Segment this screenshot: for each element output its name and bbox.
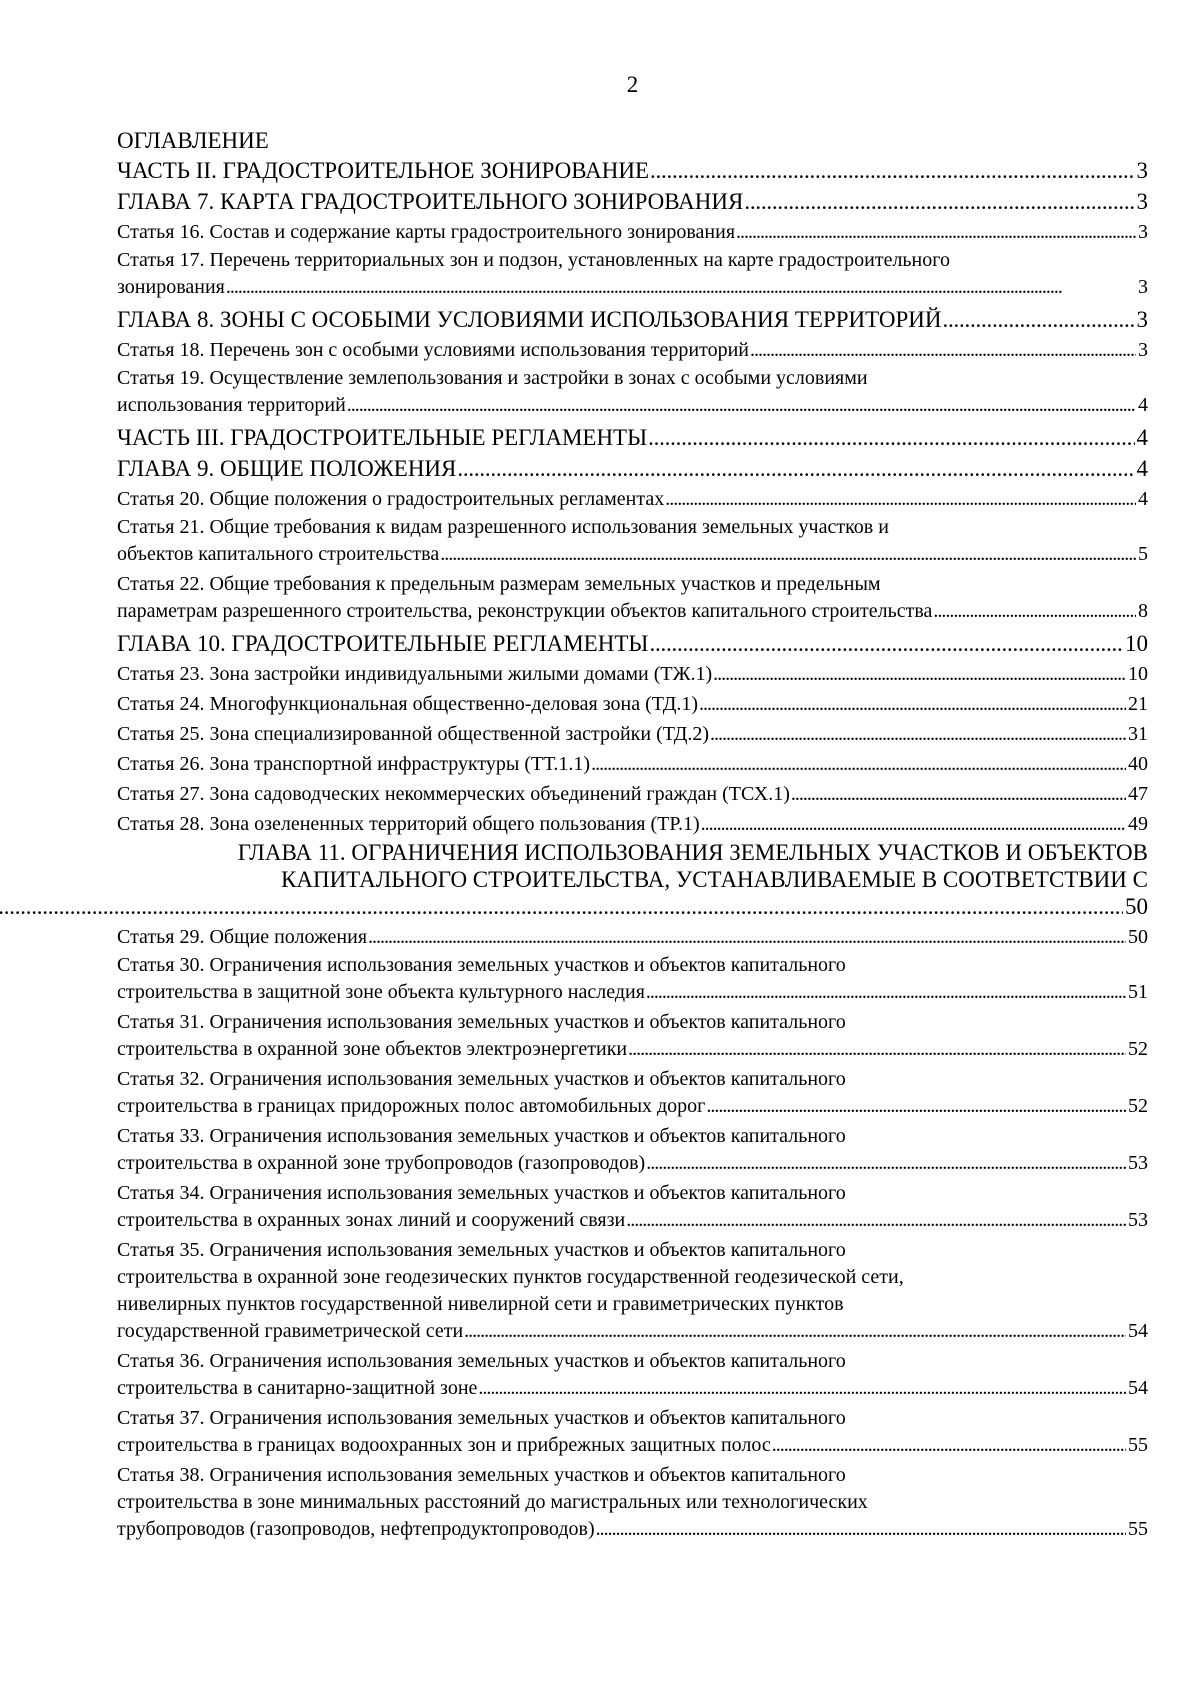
dot-leader [440, 541, 1136, 568]
toc-entry-page: 47 [1128, 782, 1148, 805]
toc-entry-title: Статья 29. Общие положения [117, 925, 368, 948]
dot-leader [699, 691, 1126, 718]
toc-entry[interactable] [117, 365, 1148, 419]
toc-entry-title-line: Статья 32. Ограничения использования земельных участков и объектов капитального [117, 1068, 846, 1090]
toc-entry[interactable] [117, 719, 1148, 749]
toc-entry-title: Статья 26. Зона транспортной инфраструктуры (ТТ.1.1) [117, 752, 591, 775]
toc-entry-title-line: Статья 19. Осуществление землепользования и застройки в зонах с особыми условиями [117, 367, 868, 389]
toc-entry-title-line: Статья 34. Ограничения использования земельных участков и объектов капитального [117, 1182, 846, 1204]
dot-leader [596, 1516, 1126, 1543]
toc-entry-page: 8 [1138, 600, 1148, 622]
toc-entry[interactable] [117, 922, 1148, 952]
dot-leader [347, 392, 1136, 419]
dot-leader [791, 781, 1126, 808]
toc-entry[interactable] [117, 514, 1148, 568]
toc-entry[interactable] [117, 453, 1148, 484]
dot-leader [626, 1207, 1126, 1234]
toc-entry[interactable] [117, 217, 1148, 247]
toc-entry[interactable] [117, 304, 1148, 335]
toc-entry-title-line: Статья 38. Ограничения использования земельных участков и объектов капитального [117, 1464, 846, 1486]
toc-entry-title: строительства в границах придорожных полос автомобильных дорог [117, 1095, 706, 1117]
dot-leader [649, 631, 1123, 657]
toc-entry[interactable] [117, 484, 1148, 514]
toc-entry-title-line: КАПИТАЛЬНОГО СТРОИТЕЛЬСТВА, УСТАНАВЛИВАЕМЫЕ В СООТВЕТСТВИИ С [281, 867, 1148, 892]
toc-entry-page: 3 [1136, 157, 1148, 183]
toc-entry-title: зонирования [117, 276, 225, 298]
toc-entry[interactable] [117, 749, 1148, 779]
toc-entry-title-line: Статья 31. Ограничения использования земельных участков и объектов капитального [117, 1011, 846, 1033]
toc-entry-title: Статья 20. Общие положения о градостроительных регламентах [117, 487, 665, 510]
dot-leader [648, 425, 1134, 451]
dot-leader [226, 274, 1136, 301]
toc-entry-title: ГЛАВА 7. КАРТА ГРАДОСТРОИТЕЛЬНОГО ЗОНИРОВАНИЯ [117, 188, 744, 214]
toc-entry[interactable] [117, 628, 1148, 659]
toc-entry[interactable] [117, 952, 1148, 1006]
toc-entry-title: использования территорий [117, 394, 346, 416]
toc-entry-title: Статья 25. Зона специализированной общественной застройки (ТД.2) [117, 722, 710, 745]
toc-entry-title: строительства в границах водоохранных зон и прибрежных защитных полос [117, 1434, 771, 1456]
toc-entry-page: 3 [1136, 188, 1148, 214]
toc-entry-page: 4 [1138, 394, 1148, 416]
toc-entry-title-line: Статья 17. Перечень территориальных зон и подзон, установленных на карте градостроительного [117, 249, 950, 271]
dot-leader [750, 337, 1136, 364]
toc-entry-page: 50 [1125, 894, 1148, 919]
toc-entry-title: объектов капитального строительства [117, 543, 440, 565]
toc-entry-page: 21 [1128, 692, 1148, 715]
toc-entry[interactable] [117, 422, 1148, 453]
toc-entry[interactable] [117, 689, 1148, 719]
dot-leader [701, 811, 1126, 838]
toc-entry-page: 55 [1128, 1434, 1148, 1456]
toc-entry[interactable] [117, 1009, 1148, 1063]
toc-entry-page: 54 [1128, 1377, 1148, 1399]
toc-entry-title: строительства в охранных зонах линий и сооружений связи [117, 1209, 626, 1231]
toc-entry-title: строительства в охранной зоне объектов электроэнергетики [117, 1038, 628, 1060]
toc-entry-page: 54 [1128, 1320, 1148, 1342]
dot-leader [650, 158, 1134, 184]
toc-entry-title-line: Статья 37. Ограничения использования земельных участков и объектов капитального [117, 1407, 846, 1429]
toc-entry-title: ГЛАВА 8. ЗОНЫ С ОСОБЫМИ УСЛОВИЯМИ ИСПОЛЬЗОВАНИЯ ТЕРРИТОРИЙ [117, 306, 942, 332]
toc-entry-page: 51 [1128, 981, 1148, 1003]
dot-leader [464, 1318, 1126, 1345]
toc-entry[interactable] [117, 1066, 1148, 1120]
toc-entry-page: 53 [1128, 1152, 1148, 1174]
toc-entry-page: 40 [1128, 752, 1148, 775]
toc-entry-page: 4 [1136, 455, 1148, 481]
dot-leader [736, 219, 1136, 246]
toc-entry-title: ГЛАВА 10. ГРАДОСТРОИТЕЛЬНЫЕ РЕГЛАМЕНТЫ [117, 630, 649, 656]
toc-entry-page: 3 [1138, 276, 1148, 298]
toc-entry-title: ЧАСТЬ III. ГРАДОСТРОИТЕЛЬНЫЕ РЕГЛАМЕНТЫ [117, 424, 648, 450]
toc-entry[interactable] [117, 839, 1148, 920]
toc-entry[interactable] [117, 779, 1148, 809]
toc-entry-title: Статья 23. Зона застройки индивидуальными жилыми домами (ТЖ.1) [117, 662, 713, 685]
toc-entry[interactable] [117, 1348, 1148, 1402]
dot-leader [665, 486, 1136, 513]
dot-leader [646, 979, 1126, 1006]
toc-entry[interactable] [117, 247, 1148, 301]
toc-entry-page: 31 [1128, 722, 1148, 745]
toc-entry-title: государственной гравиметрической сети [117, 1320, 464, 1342]
toc-entry[interactable] [117, 1180, 1148, 1234]
toc-entry-title: ГЛАВА 9. ОБЩИЕ ПОЛОЖЕНИЯ [117, 455, 457, 481]
table-of-contents [117, 127, 1148, 1546]
toc-entry[interactable] [117, 155, 1148, 186]
toc-entry-title: Статья 18. Перечень зон с особыми условиями использования территорий [117, 338, 749, 361]
dot-leader [744, 189, 1134, 215]
dot-leader [710, 721, 1126, 748]
toc-entry-page: 49 [1128, 812, 1148, 835]
dot-leader [772, 1432, 1126, 1459]
toc-entry-title: строительства в санитарно-защитной зоне [117, 1377, 478, 1399]
toc-entry-title-line: Статья 35. Ограничения использования земельных участков и объектов капитального [117, 1239, 846, 1261]
toc-entry-title-line: Статья 21. Общие требования к видам разрешенного использования земельных участков и [117, 516, 889, 538]
toc-entry-page: 55 [1128, 1518, 1148, 1540]
dot-leader [478, 1375, 1126, 1402]
toc-entry-title: строительства в охранной зоне трубопроводов (газопроводов) [117, 1152, 646, 1174]
toc-entry[interactable] [117, 809, 1148, 839]
toc-entry-title: Статья 24. Многофункциональная общественно-деловая зона (ТД.1) [117, 692, 699, 715]
toc-entry[interactable] [117, 571, 1148, 625]
toc-entry-title-line: Статья 22. Общие требования к предельным размерам земельных участков и предельным [117, 573, 881, 595]
toc-entry-page: 52 [1128, 1095, 1148, 1117]
dot-leader [646, 1150, 1126, 1177]
toc-entry-title: ЧАСТЬ II. ГРАДОСТРОИТЕЛЬНОЕ ЗОНИРОВАНИЕ [117, 157, 650, 183]
toc-entries [117, 155, 1148, 1543]
toc-entry[interactable] [117, 1237, 1148, 1345]
toc-entry-page: 53 [1128, 1209, 1148, 1231]
dot-leader [628, 1036, 1126, 1063]
toc-entry-title: Статья 28. Зона озелененных территорий общего пользования (ТР.1) [117, 812, 700, 835]
dot-leader [457, 456, 1134, 482]
toc-entry-title-line: строительства в зоне минимальных расстояний до магистральных или технологических [117, 1491, 868, 1513]
toc-entry-page: 4 [1136, 424, 1148, 450]
toc-entry-title: параметрам разрешенного строительства, реконструкции объектов капитального строительства [117, 600, 933, 622]
toc-entry-title-line: Статья 30. Ограничения использования земельных участков и объектов капитального [117, 954, 846, 976]
page-number: 2 [626, 72, 639, 97]
toc-entry[interactable] [117, 1123, 1148, 1177]
toc-heading: ОГЛАВЛЕНИЕ [117, 128, 269, 153]
toc-entry-title-line: Статья 36. Ограничения использования земельных участков и объектов капитального [117, 1350, 846, 1372]
toc-entry-page: 3 [1136, 306, 1148, 332]
dot-leader [706, 1093, 1126, 1120]
toc-entry-title: строительства в защитной зоне объекта культурного наследия [117, 981, 645, 1003]
toc-entry[interactable] [117, 335, 1148, 365]
toc-entry-title-line: нивелирных пунктов государственной нивелирной сети и гравиметрических пунктов [117, 1293, 844, 1315]
toc-entry-page: 10 [1128, 662, 1148, 685]
toc-entry-page: 10 [1125, 630, 1148, 656]
toc-entry[interactable] [117, 186, 1148, 217]
toc-entry-title-line: строительства в охранной зоне геодезических пунктов государственной геодезической сети, [117, 1266, 904, 1288]
toc-entry-title: Статья 27. Зона садоводческих некоммерческих объединений граждан (ТСХ.1) [117, 782, 790, 805]
dot-leader [0, 893, 1123, 920]
dot-leader [713, 661, 1126, 688]
dot-leader [943, 307, 1135, 333]
toc-entry-page: 5 [1138, 543, 1148, 565]
toc-entry-title: Статья 16. Состав и содержание карты градостроительного зонирования [117, 220, 736, 243]
toc-entry[interactable] [117, 1462, 1148, 1543]
toc-entry[interactable] [117, 659, 1148, 689]
toc-entry-title-line: Статья 33. Ограничения использования земельных участков и объектов капитального [117, 1125, 846, 1147]
toc-entry-title-line: ГЛАВА 11. ОГРАНИЧЕНИЯ ИСПОЛЬЗОВАНИЯ ЗЕМЕЛЬНЫХ УЧАСТКОВ И ОБЪЕКТОВ [237, 840, 1148, 865]
dot-leader [368, 924, 1126, 951]
toc-entry[interactable] [117, 1405, 1148, 1459]
toc-entry-page: 4 [1138, 487, 1148, 510]
toc-entry-page: 52 [1128, 1038, 1148, 1060]
toc-entry-page: 3 [1138, 338, 1148, 361]
toc-entry-page: 3 [1138, 220, 1148, 243]
dot-leader [591, 751, 1126, 778]
toc-entry-title: трубопроводов (газопроводов, нефтепродуктопроводов) [117, 1518, 595, 1540]
toc-entry-page: 50 [1128, 925, 1148, 948]
dot-leader [933, 598, 1136, 625]
